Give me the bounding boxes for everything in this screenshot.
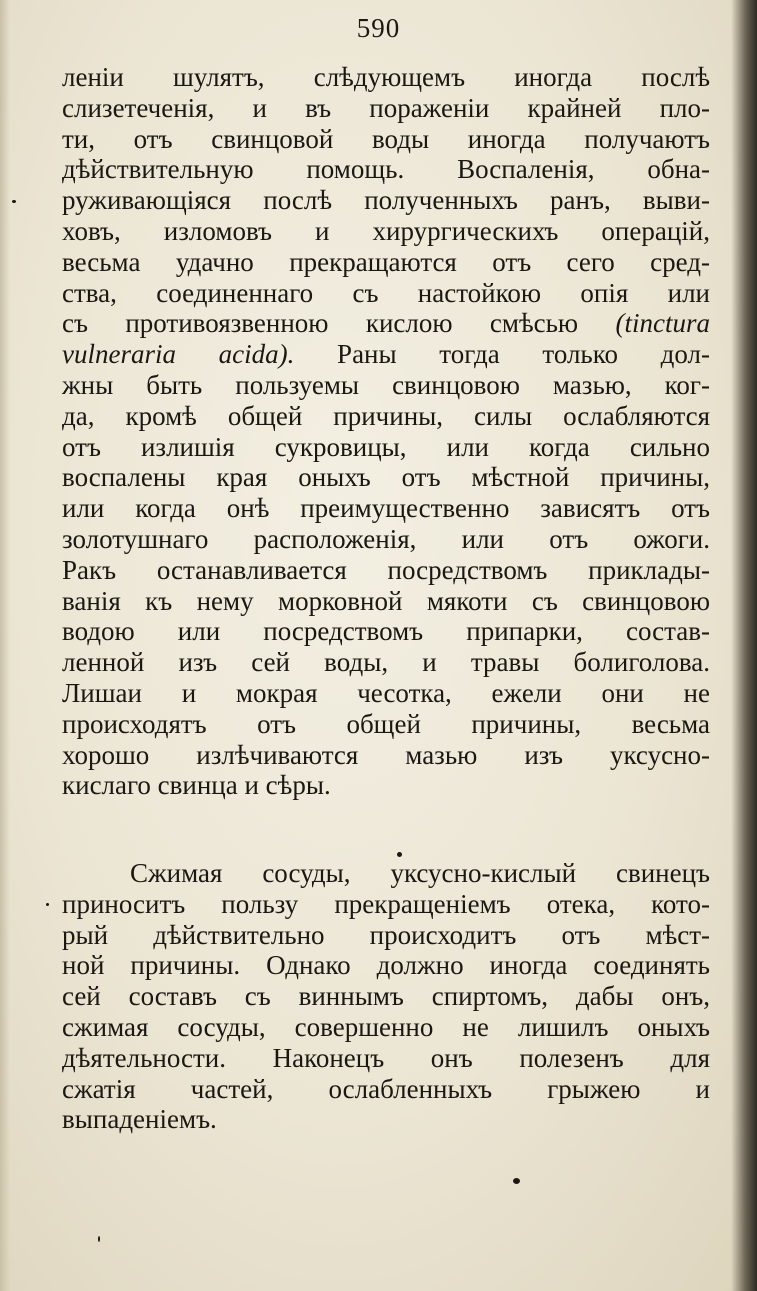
text-line: ти, отъ свинцовой воды иногда получаютъ <box>62 123 710 154</box>
page-number: 590 <box>356 13 401 43</box>
ink-speck <box>397 852 402 857</box>
text-line: хорошо излѣчиваются мазью изъ уксусно- <box>62 739 710 770</box>
text-line: слизетеченія, и въ пораженiи крайней пло- <box>62 92 710 123</box>
text-line: Ракъ останавливается посредствомъ приклады- <box>62 554 710 585</box>
text-line: сей составъ съ виннымъ спиртомъ, дабы онъ, <box>62 981 710 1012</box>
page-left-shadow <box>0 0 10 1291</box>
text-line: ленiи шулятъ, слѣдующемъ иногда послѣ <box>62 62 710 92</box>
text-line: жны быть пользуемы свинцовою мазью, ког- <box>62 369 710 400</box>
text-line: приноситъ пользу прекращеніемъ отека, кото- <box>62 888 710 919</box>
text-line: водою или посредствомъ припарки, состав- <box>62 616 710 647</box>
text-line: или когда онѣ преимущественно зависятъ отъ <box>62 493 710 524</box>
text-line: да, кромѣ общей причины, силы ослабляются <box>62 400 710 431</box>
text-line: Сжимая сосуды, уксусно-кислый свинецъ <box>130 858 710 888</box>
ink-speck <box>98 1236 100 1242</box>
ink-speck <box>513 1178 520 1184</box>
text-line: выпаденіемъ. <box>62 1104 217 1135</box>
text-line: ванія къ нему морковной мякоти съ свинцовою <box>62 585 710 616</box>
text-line: сжимая сосуды, совершенно не лишилъ оныхъ <box>62 1011 710 1042</box>
text-line: происходятъ отъ общей причины, весьма <box>62 708 710 739</box>
text-line: отъ излишія сукровицы, или когда сильно <box>62 431 710 462</box>
text-line: воспалены края оныхъ отъ мѣстной причины, <box>62 462 710 493</box>
text-line: ства, соединеннаго съ настойкою опія или <box>62 277 710 308</box>
text-line: руживающiяся послѣ полученныхъ ранъ, выви- <box>62 185 710 216</box>
text-line: весьма удачно прекращаются отъ сего сред- <box>62 246 710 277</box>
text-line: золотушнаго расположенія, или отъ ожоги. <box>62 523 710 554</box>
text-line: ной причины. Однако должно иногда соединять <box>62 950 710 981</box>
text-line: ховъ, изломовъ и хирургическихъ операцiй, <box>62 215 710 246</box>
text-segment: съ противоязвенною кислою смѣсью <box>62 308 616 339</box>
paragraph-1 <box>62 62 710 801</box>
text-segment: Раны тогда только дол- <box>294 339 711 370</box>
page-right-edge <box>731 0 757 1291</box>
paragraph-2 <box>62 858 710 1135</box>
text-line: рый дѣйствительно происходитъ отъ мѣст- <box>62 919 710 950</box>
text-line-with-latin <box>62 339 710 370</box>
text-line: дѣятельности. Наконецъ онъ полезенъ для <box>62 1042 710 1073</box>
latin-term: (tinctura <box>615 308 710 339</box>
ink-speck <box>12 200 16 203</box>
text-line: Лишаи и мокрая чесотка, ежели они не <box>62 677 710 708</box>
latin-term: vulneraria acida). <box>62 339 295 370</box>
text-line: дѣйствительную помощь. Воспаленія, обна- <box>62 154 710 185</box>
text-line: сжатія частей, ослабленныхъ грыжею и <box>62 1073 710 1104</box>
ink-speck <box>46 903 49 906</box>
text-line-with-latin <box>62 308 710 339</box>
text-line: кислаго свинца и сѣры. <box>62 770 331 801</box>
text-line: ленной изъ сей воды, и травы болиголова. <box>62 647 710 678</box>
